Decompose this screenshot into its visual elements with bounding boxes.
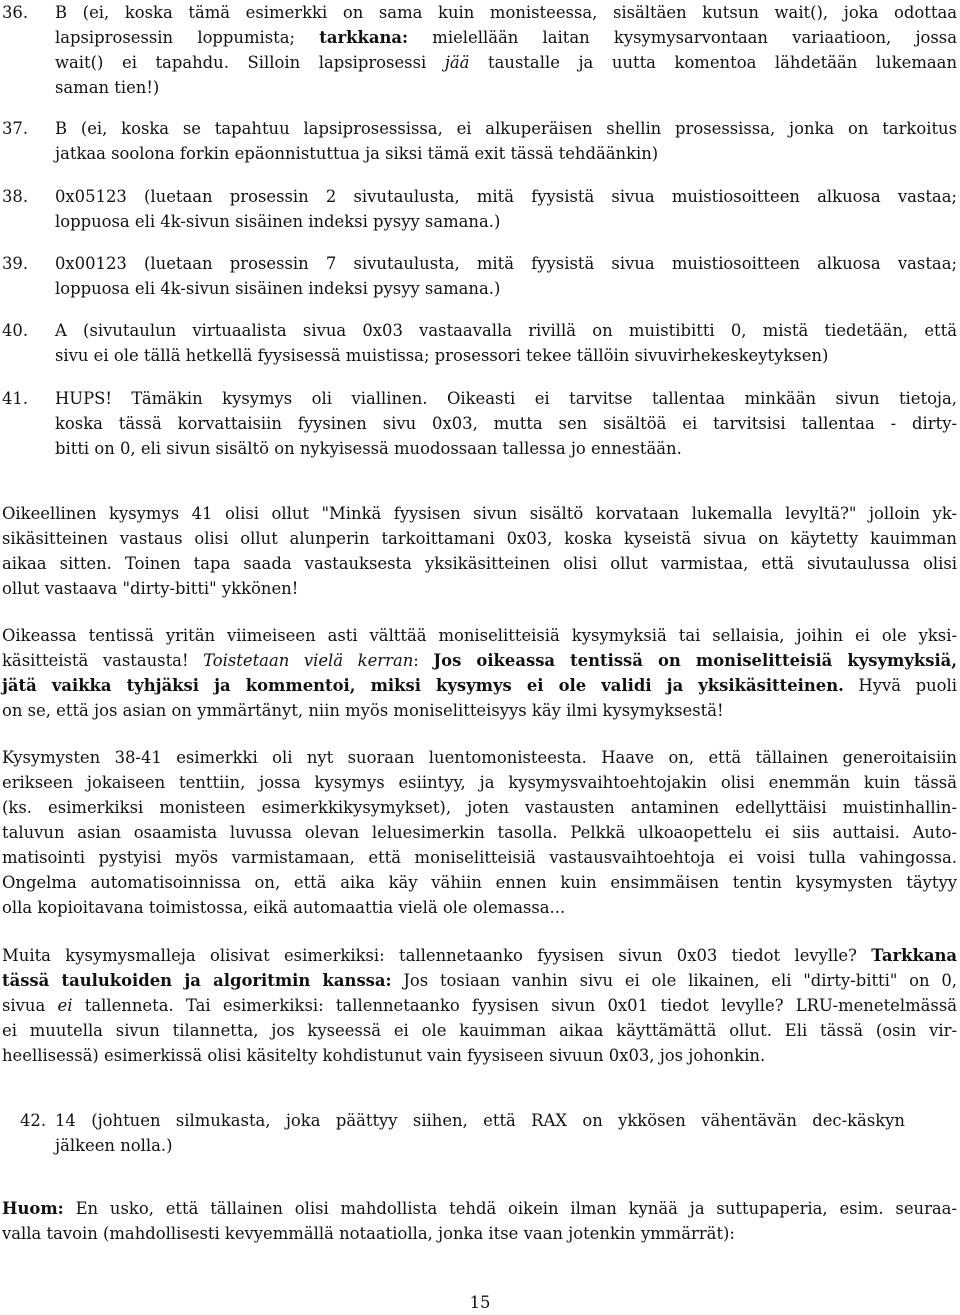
text-span: sikäsitteinen vastaus olisi ollut alunperin tarkoittamani 0x03, koska kyseistä sivua on käytetty kauimman	[2, 529, 957, 548]
item-line	[55, 1108, 905, 1133]
text-span: lapsiprosessin loppumista;	[55, 28, 320, 47]
text-span: tallenneta. Tai esimerkiksi: tallennetaanko fyysisen sivun 0x01 tiedot levylle? LRU-menetelmässä	[72, 996, 958, 1015]
text-span: 14 (johtuen silmukasta, joka päättyy siihen, että RAX on ykkösen vähentävän dec-käskyn	[55, 1111, 905, 1130]
text-span: valla tavoin (mahdollisesti kevyemmällä notaatiolla, jonka itse vaan jotenkin ymmärrät):	[2, 1224, 735, 1243]
bold-text: jätä vaikka tyhjäksi ja kommentoi, miksi kysymys ei ole validi ja yksikäsitteinen.	[2, 676, 844, 695]
text-span: Oikeassa tentissä yritän viimeiseen asti välttää moniselitteisiä kysymyksiä tai sellaisia, joihin ei ole yksi-	[2, 626, 957, 645]
text-span: jälkeen nolla.)	[55, 1136, 173, 1155]
paragraph-automation	[2, 745, 957, 920]
item-line	[55, 411, 957, 436]
paragraph-line	[2, 993, 957, 1018]
text-span: 0x00123 (luetaan prosessin 7 sivutaulusta, mitä fyysistä sivua muistiosoitteen alkuosa vastaa;	[55, 254, 957, 273]
item-line	[55, 318, 957, 343]
item-line	[55, 50, 957, 75]
page-number: 15	[469, 1293, 491, 1312]
paragraph-ambiguous-questions	[2, 623, 957, 723]
paragraph-line	[2, 745, 957, 770]
item-line	[55, 436, 957, 461]
item-number: 39.	[2, 254, 29, 273]
text-span: matisointi pystyisi myös varmistamaan, että moniselitteisiä vastausvaihtoehtoja ei voisi tulla vahingossa.	[2, 848, 957, 867]
bold-text: Tarkkana	[871, 946, 957, 965]
item-number: 41.	[2, 389, 29, 408]
text-span: wait() ei tapahdu. Silloin lapsiprosessi	[55, 53, 445, 72]
paragraph-line	[2, 1018, 957, 1043]
item-line	[55, 386, 957, 411]
text-span: sivu ei ole tällä hetkellä fyysisessä muistissa; prosessori tekee tällöin sivuvirhekeskeytyksen)	[55, 346, 829, 365]
paragraph-other-models	[2, 943, 957, 1068]
text-span: koska tässä korvattaisiin fyysinen sivu 0x03, mutta sen sisältöä ei tarvitsisi tallentaa - dirty-	[55, 414, 957, 433]
text-span: Muita kysymysmalleja olisivat esimerkiksi: tallennetaanko fyysisen sivun 0x03 tiedot levylle?	[2, 946, 872, 965]
bold-text: Jos oikeassa tentissä on moniselitteisiä kysymyksiä,	[433, 651, 958, 670]
text-span: 0x05123 (luetaan prosessin 2 sivutaulusta, mitä fyysistä sivua muistiosoitteen alkuosa vastaa;	[55, 187, 957, 206]
paragraph-line	[2, 551, 957, 576]
note-label: Huom:	[2, 1199, 64, 1218]
item-number: 38.	[2, 187, 29, 206]
text-span: ei muutella sivun tilannetta, jos kyseessä ei ole kauimman aikaa käyttämättä ollut. Eli tässä (osin vir-	[2, 1021, 957, 1040]
item-number: 42.	[20, 1111, 47, 1130]
answer-item-39	[2, 251, 957, 301]
text-span: heellisessä) esimerkissä olisi käsitelty kohdistunut vain fyysiseen sivuun 0x03, jos johonkin.	[2, 1046, 766, 1065]
text-span: HUPS! Tämäkin kysymys oli viallinen. Oikeasti ei tarvitse tallentaa minkään sivun tietoja,	[55, 389, 957, 408]
text-span: taluvun asian osaamista luvussa olevan leluesimerkin tasolla. Pelkkä ulkoaopettelu ei siis auttaisi. Auto-	[2, 823, 957, 842]
item-line	[55, 343, 957, 368]
item-line	[55, 141, 957, 166]
item-line	[55, 0, 957, 25]
paragraph-line	[2, 770, 957, 795]
paragraph-line	[2, 1043, 957, 1068]
answer-item-40	[2, 318, 957, 368]
text-span: Oikeellinen kysymys 41 olisi ollut "Minkä fyysisen sivun sisältö korvataan lukemalla levyltä?" jolloin yk-	[2, 504, 957, 523]
item-line	[55, 1133, 905, 1158]
item-number: 36.	[2, 3, 29, 22]
paragraph-line	[2, 968, 957, 993]
text-span: sivua	[2, 996, 58, 1015]
text-span: saman tien!)	[55, 78, 160, 97]
bold-text: tässä taulukoiden ja algoritmin kanssa:	[2, 971, 392, 990]
item-line	[55, 25, 957, 50]
paragraph-line	[2, 673, 957, 698]
paragraph-line	[2, 820, 957, 845]
paragraph-line	[2, 648, 957, 673]
text-span: mielellään laitan kysymysarvontaan variaatioon, jossa	[408, 28, 957, 47]
text-span: ollut vastaava "dirty-bitti" ykkönen!	[2, 579, 299, 598]
text-span: Kysymysten 38-41 esimerkki oli nyt suoraan luentomonisteesta. Haave on, että tällainen generoitaisiin	[2, 748, 957, 767]
italic-text: Toistetaan vielä kerran	[203, 651, 414, 670]
item-line	[55, 209, 957, 234]
paragraph-line	[2, 576, 957, 601]
text-span: :	[413, 651, 434, 670]
paragraph-line	[2, 943, 957, 968]
answer-item-36	[2, 0, 957, 100]
text-span: B (ei, koska tämä esimerkki on sama kuin monisteessa, sisältäen kutsun wait(), joka odottaa	[55, 3, 957, 22]
item-number: 37.	[2, 119, 29, 138]
item-line	[55, 251, 957, 276]
item-line	[55, 184, 957, 209]
answer-item-42	[20, 1108, 905, 1158]
paragraph-line	[2, 1221, 957, 1246]
text-span: on se, että jos asian on ymmärtänyt, niin myös moniselitteisyys käy ilmi kysymyksestä!	[2, 701, 724, 720]
paragraph-line	[2, 895, 957, 920]
text-span: olla kopioitavana toimistossa, eikä automaattia vielä ole olemassa...	[2, 898, 566, 917]
paragraph-line	[2, 623, 957, 648]
paragraph-line	[2, 698, 957, 723]
paragraph-line	[2, 501, 957, 526]
paragraph-correct-question	[2, 501, 957, 601]
item-line	[55, 75, 957, 100]
text-span: loppuosa eli 4k-sivun sisäinen indeksi pysyy samana.)	[55, 279, 501, 298]
text-span: käsitteistä vastausta!	[2, 651, 204, 670]
text-span: loppuosa eli 4k-sivun sisäinen indeksi pysyy samana.)	[55, 212, 501, 231]
note-paragraph	[2, 1196, 957, 1246]
item-number: 40.	[2, 321, 29, 340]
text-span: Ongelma automatisoinnissa on, että aika käy vähiin ennen kuin ensimmäisen tentin kysymysten täytyy	[2, 873, 957, 892]
text-span: Hyvä puoli	[843, 676, 957, 695]
text-span: jatkaa soolona forkin epäonnistuttua ja siksi tämä exit tässä tehdäänkin)	[55, 144, 659, 163]
text-span: taustalle ja uutta komentoa lähdetään lukemaan	[469, 53, 957, 72]
item-line	[55, 116, 957, 141]
answer-item-41	[2, 386, 957, 461]
answer-item-37	[2, 116, 957, 166]
text-span: A (sivutaulun virtuaalista sivua 0x03 vastaavalla rivillä on muistibitti 0, mistä tiedetään, että	[55, 321, 957, 340]
italic-text: ei	[57, 996, 73, 1015]
text-span: B (ei, koska se tapahtuu lapsiprosessissa, ei alkuperäisen shellin prosessissa, jonka on tarkoitus	[55, 119, 957, 138]
bold-text: tarkkana:	[319, 28, 409, 47]
text-span: En usko, että tällainen olisi mahdollista tehdä oikein ilman kynää ja suttupaperia, esim. seuraa-	[63, 1199, 957, 1218]
text-span: bitti on 0, eli sivun sisältö on nykyisessä muodossaan tallessa jo ennestään.	[55, 439, 682, 458]
item-line	[55, 276, 957, 301]
paragraph-line	[2, 795, 957, 820]
text-span: Jos tosiaan vanhin sivu ei ole likainen, eli "dirty-bitti" on 0,	[391, 971, 957, 990]
paragraph-line	[2, 845, 957, 870]
paragraph-line	[2, 870, 957, 895]
italic-text: jää	[444, 53, 470, 72]
paragraph-line	[2, 1196, 957, 1221]
text-span: erikseen jokaiseen tenttiin, jossa kysymys esiintyy, ja kysymysvaihtoehtojakin olisi enemmän kuin tässä	[2, 773, 957, 792]
paragraph-line	[2, 526, 957, 551]
text-span: (ks. esimerkiksi monisteen esimerkkikysymykset), joten vastausten antaminen edellyttäisi muistinhallin-	[2, 798, 957, 817]
text-span: aikaa sitten. Toinen tapa saada vastauksesta yksikäsitteinen olisi ollut varmistaa, että sivutaulussa olisi	[2, 554, 957, 573]
answer-item-38	[2, 184, 957, 234]
